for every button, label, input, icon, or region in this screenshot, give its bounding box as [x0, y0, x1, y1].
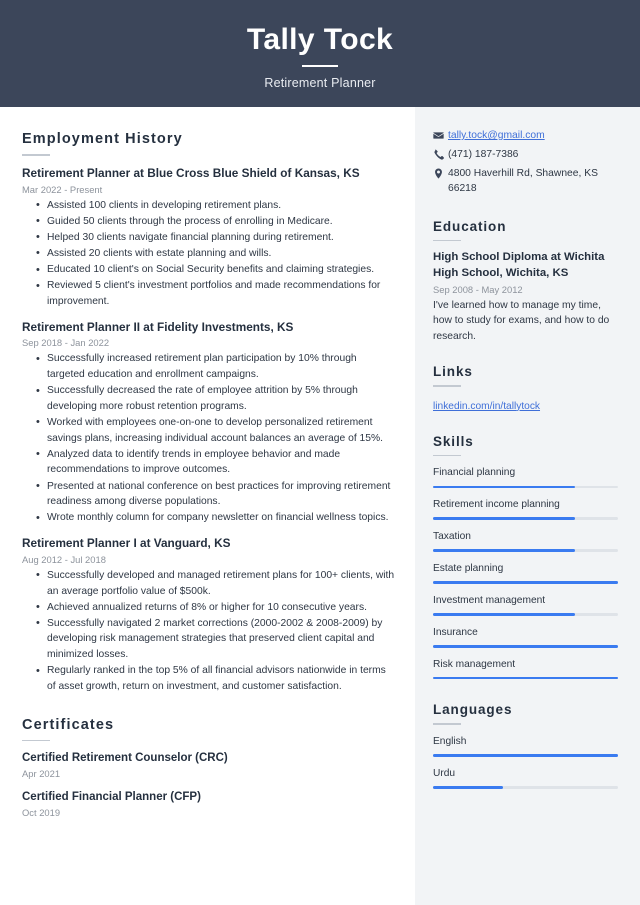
skill-level-bar	[433, 581, 618, 584]
skill-level-fill	[433, 613, 575, 616]
job-bullet: • Worked with employees one-on-one to develop personalized retirement savings plans, increasing individual account balances an average of 15%.	[36, 415, 395, 446]
job-dates: Sep 2018 - Jan 2022	[22, 337, 110, 349]
spacer	[433, 688, 618, 702]
job-title: Retirement Planner at Blue Cross Blue Shield of Kansas, KS	[22, 165, 360, 180]
skill	[433, 625, 618, 648]
education-school: High School Diploma at Wichita High School, Wichita, KS	[433, 251, 605, 280]
job-bullet-list	[22, 351, 395, 526]
certificates-section	[22, 717, 395, 818]
spacer	[433, 344, 618, 364]
job-bullet: • Presented at national conference on best practices for improving retirement readiness among diverse populations.	[36, 479, 395, 510]
skill-level-fill	[433, 677, 618, 680]
language-level-fill	[433, 786, 503, 789]
skill-label: Insurance	[433, 626, 478, 638]
header-divider	[302, 65, 338, 67]
skill	[433, 529, 618, 552]
resume-header	[0, 0, 640, 107]
employment-history-heading: Employment History	[22, 131, 183, 147]
email-link[interactable]: tally.tock@gmail.com	[448, 130, 545, 141]
link-list	[433, 396, 618, 414]
skills-section	[433, 434, 618, 680]
job-bullet: • Successfully increased retirement plan participation by 10% through targeted education and enrollment campaigns.	[36, 351, 395, 382]
phone-icon	[433, 148, 448, 160]
candidate-job-title: Retirement Planner	[264, 75, 376, 90]
section-divider	[433, 723, 461, 725]
skill	[433, 561, 618, 584]
job-title: Retirement Planner I at Vanguard, KS	[22, 535, 231, 550]
skill-level-bar	[433, 549, 618, 552]
job-bullet: • Reviewed 5 client's investment portfolios and made recommendations for improvement.	[36, 278, 395, 309]
skill-label: Risk management	[433, 658, 516, 670]
job-bullet: • Educated 10 client's on Social Security benefits and claiming strategies.	[36, 262, 395, 278]
job-entry	[22, 320, 395, 526]
skill-list	[433, 465, 618, 679]
section-divider	[433, 385, 461, 387]
skill-label: Investment management	[433, 594, 546, 606]
skill-level-bar	[433, 645, 618, 648]
job-bullet: • Assisted 20 clients with estate planning and wills.	[36, 246, 395, 262]
certificate-entry	[22, 751, 395, 779]
skill-level-bar	[433, 677, 618, 680]
candidate-name: Tally Tock	[246, 23, 394, 57]
certificate-name: Certified Financial Planner (CFP)	[22, 791, 201, 804]
certificates-heading: Certificates	[22, 716, 115, 733]
employment-history-section	[22, 131, 395, 695]
job-bullet: • Wrote monthly column for company newsletter on financial wellness topics.	[36, 510, 395, 526]
address-text: 4800 Haverhill Rd, Shawnee, KS 66218	[448, 167, 598, 194]
job-dates: Aug 2012 - Jul 2018	[22, 553, 106, 565]
links-heading: Links	[433, 364, 473, 380]
job-title: Retirement Planner II at Fidelity Investments, KS	[22, 319, 294, 334]
section-divider	[22, 740, 50, 742]
main-column	[0, 107, 415, 905]
phone-number: (471) 187-7386	[448, 148, 519, 160]
job-bullet-list	[22, 568, 395, 695]
skill	[433, 497, 618, 520]
sidebar-column	[415, 107, 640, 905]
certificate-list	[22, 751, 395, 818]
skill-level-bar	[433, 486, 618, 489]
skills-heading: Skills	[433, 433, 474, 449]
contact-email-row[interactable]	[433, 129, 618, 144]
skill-level-fill	[433, 549, 575, 552]
job-bullet: • Achieved annualized returns of 8% or higher for 10 consecutive years.	[36, 600, 395, 616]
certificate-date: Oct 2019	[22, 806, 61, 818]
skill-label: Estate planning	[433, 562, 504, 574]
contact-phone-row	[433, 148, 618, 163]
job-bullet: • Helped 30 clients navigate financial planning during retirement.	[36, 230, 395, 246]
job-entry	[22, 536, 395, 695]
skill-level-fill	[433, 517, 575, 520]
skill-level-bar	[433, 613, 618, 616]
skill-level-fill	[433, 486, 575, 489]
resume-body	[0, 107, 640, 905]
language-level-fill	[433, 754, 618, 757]
skill-level-fill	[433, 645, 618, 648]
education-heading: Education	[433, 218, 507, 234]
job-list	[22, 166, 395, 695]
spacer	[433, 414, 618, 434]
job-bullet: • Successfully developed and managed retirement plans for 100+ clients, with an average portfolio value of $500k.	[36, 568, 395, 599]
section-divider	[22, 154, 50, 156]
job-bullet: • Guided 50 clients through the process of enrolling in Medicare.	[36, 214, 395, 230]
skill-level-fill	[433, 581, 618, 584]
job-bullet: • Assisted 100 clients in developing retirement plans.	[36, 198, 395, 214]
language-label: Urdu	[433, 767, 456, 779]
location-pin-icon	[433, 167, 448, 179]
email-icon	[433, 129, 448, 141]
skill-label: Financial planning	[433, 467, 516, 479]
certificate-name: Certified Retirement Counselor (CRC)	[22, 752, 228, 765]
skill	[433, 593, 618, 616]
languages-section	[433, 702, 618, 788]
section-divider	[433, 240, 461, 242]
skill-level-bar	[433, 517, 618, 520]
languages-heading: Languages	[433, 702, 513, 718]
language-label: English	[433, 736, 467, 748]
external-link[interactable]: linkedin.com/in/tallytock	[433, 400, 541, 412]
skill	[433, 465, 618, 488]
language-level-bar	[433, 786, 618, 789]
language	[433, 734, 618, 757]
contact-address-row	[433, 167, 618, 197]
job-bullet: • Regularly ranked in the top 5% of all financial advisors nationwide in terms of asset growth, return on investment, and customer satisfaction.	[36, 663, 395, 694]
section-divider	[433, 455, 461, 457]
skill-label: Taxation	[433, 531, 471, 543]
job-bullet: • Successfully navigated 2 market corrections (2000-2002 & 2008-2009) by developing risk management strategies that preserved client capital and minimized losses.	[36, 616, 395, 663]
education-section	[433, 219, 618, 344]
skill	[433, 657, 618, 680]
job-entry	[22, 166, 395, 310]
job-bullet: • Successfully decreased the rate of employee attrition by 5% through developing more robust retention programs.	[36, 383, 395, 414]
job-bullet-list	[22, 198, 395, 310]
education-description: I've learned how to manage my time, how to study for exams, and how to do research.	[433, 299, 610, 342]
certificate-entry	[22, 790, 395, 818]
job-dates: Mar 2022 - Present	[22, 183, 103, 195]
education-dates: Sep 2008 - May 2012	[433, 283, 523, 295]
certificate-date: Apr 2021	[22, 768, 61, 780]
language-level-bar	[433, 754, 618, 757]
job-bullet: • Analyzed data to identify trends in employee behavior and made recommendations to improve outcomes.	[36, 447, 395, 478]
links-section	[433, 364, 618, 414]
contact-section	[433, 129, 618, 197]
language	[433, 766, 618, 789]
language-list	[433, 734, 618, 789]
skill-label: Retirement income planning	[433, 499, 560, 511]
